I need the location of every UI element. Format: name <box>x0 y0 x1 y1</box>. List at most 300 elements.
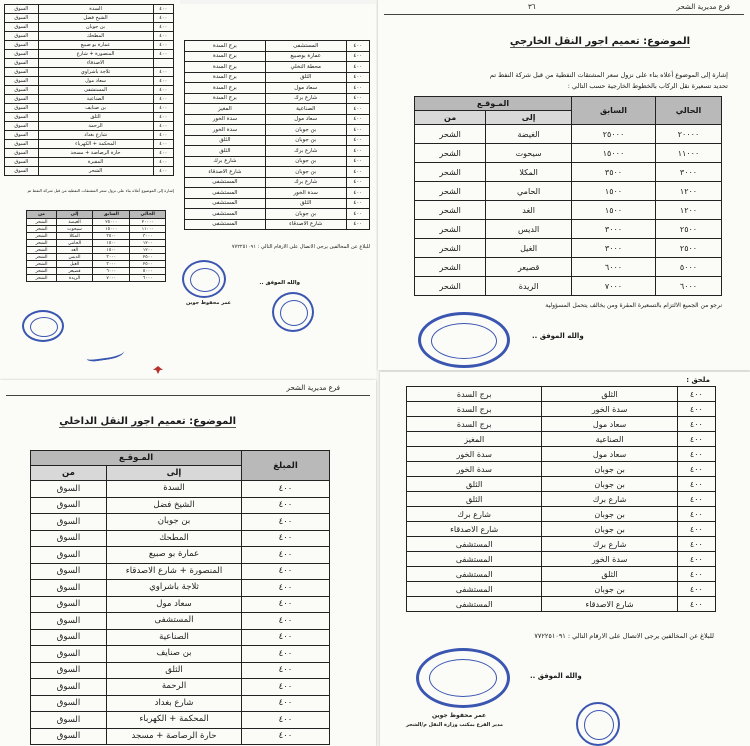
cell-from: السوق <box>5 5 39 14</box>
cell-previous: ٦٠٠٠ <box>572 258 656 277</box>
cell-to: شارع بغداد <box>38 131 153 140</box>
middle-top-closing: والله الموفق .. <box>259 280 300 286</box>
cell-amount: ٤٠٠ <box>242 679 330 696</box>
cell-amount: ٤٠٠ <box>153 131 173 140</box>
cell-amount: ٤٠٠ <box>346 41 369 52</box>
table-row <box>31 629 330 646</box>
subject-title: تعميم اجور النقل الخارجي <box>509 36 640 47</box>
cell-from: المستشفى <box>185 177 266 188</box>
external-header-to: إلى <box>486 111 572 125</box>
cell-amount: ٤٠٠ <box>153 95 173 104</box>
cell-amount: ٤٠٠ <box>153 149 173 158</box>
cell-from: الشحر <box>415 277 486 296</box>
table-row <box>415 239 722 258</box>
cell-amount: ٤٠٠ <box>242 613 330 630</box>
cell-to: الصناعية <box>107 629 242 646</box>
cell-previous: ١٥٠٠٠ <box>93 226 130 233</box>
table-row <box>31 695 330 712</box>
table-row <box>407 597 716 612</box>
cell-previous: ١٥٠٠ <box>572 182 656 201</box>
cell-from: الشحر <box>27 240 57 247</box>
cell-to: الصناعية <box>265 104 346 115</box>
cell-amount: ٤٠٠ <box>677 507 715 522</box>
cell-to: المستشفى <box>265 41 346 52</box>
table-row <box>185 177 370 188</box>
cell-to: الغد <box>57 247 93 254</box>
cell-to: المنصورة + شارع <box>38 50 153 59</box>
cell-from: المستشفى <box>407 582 542 597</box>
cell-to: الحامي <box>57 240 93 247</box>
annex-report-line: للبلاغ عن المخالفين يرجى الاتصال على الارقام التالي : ٧٧٢٢٥١٠٩١ <box>534 632 714 640</box>
cell-to: عمارة بو صبيع <box>107 547 242 564</box>
cell-to: الثلق <box>265 198 346 209</box>
cell-amount: ٤٠٠ <box>153 158 173 167</box>
cell-amount: ٤٠٠ <box>242 563 330 580</box>
table-row <box>407 477 716 492</box>
cell-to: المستشفى <box>38 86 153 95</box>
cell-from: السوق <box>5 59 39 68</box>
cell-amount: ٤٠٠ <box>153 167 173 176</box>
table-row <box>185 146 370 157</box>
table-row <box>185 156 370 167</box>
cell-to: الريدة <box>57 275 93 282</box>
table-row <box>5 32 174 41</box>
table-row <box>31 530 330 547</box>
table-row <box>185 51 370 62</box>
external-header-from: من <box>415 111 486 125</box>
cell-from: السوق <box>31 646 107 663</box>
cell-amount: ٤٠٠ <box>242 695 330 712</box>
cell-amount: ٤٠٠ <box>677 537 715 552</box>
cell-to: عمارة بوصبيع <box>265 51 346 62</box>
cell-amount: ٤٠٠ <box>677 582 715 597</box>
cell-to: شارع برك <box>265 93 346 104</box>
cell-to: شارع برك <box>265 146 346 157</box>
table-row <box>415 144 722 163</box>
cell-to: ثلاجة باشراوي <box>38 68 153 77</box>
cell-previous: ٧٠٠٠ <box>572 277 656 296</box>
table-row <box>415 201 722 220</box>
cell-from: سدة الخور <box>185 125 266 136</box>
cell-to: الرحمة <box>38 122 153 131</box>
table-row <box>407 417 716 432</box>
table-row <box>27 247 166 254</box>
cell-to: الصناعية <box>542 432 677 447</box>
table-row <box>31 662 330 679</box>
table-row <box>5 131 174 140</box>
cell-from: السوق <box>31 629 107 646</box>
cell-from: السوق <box>31 481 107 498</box>
table-row <box>31 596 330 613</box>
table-row <box>407 402 716 417</box>
middle-top-round-seal <box>272 292 314 332</box>
left-top-stamp <box>22 310 64 342</box>
table-row <box>407 432 716 447</box>
cell-current: ٢٠٠٠٠ <box>656 125 722 144</box>
cell-from: السوق <box>5 167 39 176</box>
cell-previous: ٣٠٠٠ <box>93 254 130 261</box>
left-top-mini-table <box>26 210 166 282</box>
table-row <box>31 613 330 630</box>
internal-header-amount: المبلغ <box>242 451 330 481</box>
table-row <box>185 125 370 136</box>
cell-to: المكلا <box>486 163 572 182</box>
cell-from: سدة الخور <box>407 447 542 462</box>
cell-amount: ٤٠٠ <box>677 597 715 612</box>
cell-from: الثلق <box>407 492 542 507</box>
cell-from: شارع الاصدقاء <box>185 167 266 178</box>
cell-to: الثلق <box>542 567 677 582</box>
cell-amount: ٤٠٠ <box>153 86 173 95</box>
cell-amount: ٤٠٠ <box>242 514 330 531</box>
table-row <box>31 481 330 498</box>
cell-to: سدة الخور <box>265 188 346 199</box>
mini-header-current: الحالي <box>130 211 166 219</box>
cell-to: الشيخ فضل <box>38 14 153 23</box>
cell-from: برج السدة <box>185 72 266 83</box>
table-row <box>5 41 174 50</box>
table-row <box>27 268 166 275</box>
middle-top-stamp-name: عمر محفوظ جوين <box>186 300 232 306</box>
cell-to: سعاد مول <box>542 447 677 462</box>
cell-from: الشحر <box>415 201 486 220</box>
cell-amount: ٤٠٠ <box>677 477 715 492</box>
table-row <box>5 86 174 95</box>
cell-current: ٣٠٠٠ <box>656 163 722 182</box>
table-row <box>27 219 166 226</box>
table-row <box>27 254 166 261</box>
cell-from: المستشفى <box>185 219 266 230</box>
cell-from: السوق <box>5 95 39 104</box>
cell-amount: ٤٠٠ <box>242 662 330 679</box>
cell-from: المستشفى <box>407 567 542 582</box>
table-row <box>31 580 330 597</box>
cell-from: الشحر <box>27 219 57 226</box>
cell-from: السوق <box>5 32 39 41</box>
annex-stamp-name: عمر محفوظ جوين <box>432 712 487 719</box>
right-top-closing: والله الموفق .. <box>532 332 584 340</box>
cell-amount: ٤٠٠ <box>677 552 715 567</box>
cell-to: المحكمة + الكهرباء <box>38 140 153 149</box>
table-row <box>5 149 174 158</box>
cell-to: حارة الرصاصة + مسجد <box>107 728 242 745</box>
table-row <box>31 547 330 564</box>
cell-from: السوق <box>31 712 107 729</box>
cell-amount: ٤٠٠ <box>242 530 330 547</box>
subject-label: الموضوع: <box>189 416 236 427</box>
cell-from: الثلق <box>185 146 266 157</box>
table-row <box>5 5 174 14</box>
cell-amount: ٤٠٠ <box>346 93 369 104</box>
left-top-emblem <box>152 360 164 370</box>
cell-from: الشحر <box>415 220 486 239</box>
cell-to: سدة الخور <box>542 552 677 567</box>
cell-amount: ٤٠٠ <box>242 481 330 498</box>
table-row <box>5 113 174 122</box>
cell-amount: ٤٠٠ <box>242 629 330 646</box>
cell-amount: ٤٠٠ <box>677 447 715 462</box>
cell-from: المغيز <box>407 432 542 447</box>
cell-previous: ٦٠٠٠ <box>93 268 130 275</box>
cell-to: بن جوبان <box>542 507 677 522</box>
cell-from: برج السدة <box>407 387 542 402</box>
cell-to: بن جوبان <box>542 477 677 492</box>
cell-from: السوق <box>5 113 39 122</box>
cell-current: ١٢٠٠ <box>656 182 722 201</box>
cell-to: الغد <box>486 201 572 220</box>
cell-from: سدة الخور <box>185 114 266 125</box>
cell-from: برج السدة <box>185 41 266 52</box>
cell-from: السوق <box>31 695 107 712</box>
cell-current: ١٢٠٠ <box>130 247 166 254</box>
right-top-stamp <box>418 312 510 368</box>
cell-to: عمارة بو صبيع <box>38 41 153 50</box>
internal-header-from: من <box>31 466 107 481</box>
cell-to: بن صنايف <box>107 646 242 663</box>
cell-to: سعاد مول <box>265 114 346 125</box>
right-top-intro: إشارة إلى الموضوع أعلاه بناء على نزول سعر المشتقات النفطية من قبل شركة النفط تم تحديد تسعيرة نقل الركاب بالخطوط الخارجية حسب التالي : <box>489 71 728 90</box>
cell-from: برج السدة <box>185 51 266 62</box>
cell-from: السوق <box>31 596 107 613</box>
table-row <box>27 226 166 233</box>
cell-from: الثلق <box>407 477 542 492</box>
cell-from: السوق <box>31 728 107 745</box>
cell-to: الثلق <box>542 387 677 402</box>
cell-amount: ٤٠٠ <box>153 113 173 122</box>
cell-previous: ٣٠٠٠ <box>93 261 130 268</box>
cell-to: المكلا <box>57 233 93 240</box>
cell-amount: ٤٠٠ <box>677 417 715 432</box>
cell-to: الحامي <box>486 182 572 201</box>
left-bottom-subject <box>59 416 236 428</box>
cell-amount: ٤٠٠ <box>677 567 715 582</box>
table-row <box>407 522 716 537</box>
cell-amount: ٤٠٠ <box>242 728 330 745</box>
cell-current: ٢٥٠٠ <box>130 261 166 268</box>
table-row <box>185 219 370 230</box>
table-row <box>407 567 716 582</box>
cell-to: الثلق <box>38 113 153 122</box>
cell-amount: ٤٠٠ <box>346 125 369 136</box>
table-row <box>185 209 370 220</box>
cell-amount: ٤٠٠ <box>677 402 715 417</box>
table-row <box>407 447 716 462</box>
right-top-org-header: فرع مديرية الشحر <box>676 3 730 11</box>
cell-amount: ٤٠٠ <box>153 77 173 86</box>
table-row <box>27 240 166 247</box>
table-row <box>5 167 174 176</box>
table-row <box>185 198 370 209</box>
cell-to: سعاد مول <box>38 77 153 86</box>
cell-to: بن جوبان <box>265 156 346 167</box>
cell-from: الشحر <box>27 254 57 261</box>
table-row <box>5 77 174 86</box>
right-bottom-sheet <box>380 372 750 746</box>
cell-from: المستشفى <box>185 188 266 199</box>
right-top-sheet <box>378 0 750 370</box>
cell-from: شارع الاصدقاء <box>407 522 542 537</box>
table-row <box>31 646 330 663</box>
external-fares-table <box>414 96 722 296</box>
cell-amount <box>153 59 173 68</box>
cell-from: السوق <box>5 86 39 95</box>
left-top-mini-note: إشارة إلى الموضوع أعلاه بناء على نزول سعر المشتقات النفطية من قبل شركة النفط تم <box>27 188 174 193</box>
left-top-sheet <box>0 0 180 392</box>
cell-previous: ١٥٠٠ <box>93 247 130 254</box>
annex-round-seal <box>576 702 620 746</box>
middle-top-stamp <box>182 260 226 298</box>
table-row <box>31 563 330 580</box>
cell-to: بن جوبان <box>265 167 346 178</box>
internal-fares-table <box>30 450 330 745</box>
cell-to: شارع برك <box>542 537 677 552</box>
cell-to: سعاد مول <box>107 596 242 613</box>
table-row <box>407 537 716 552</box>
cell-to: الرحمة <box>107 679 242 696</box>
table-row <box>5 122 174 131</box>
cell-amount: ٤٠٠ <box>677 387 715 402</box>
cell-amount: ٤٠٠ <box>346 209 369 220</box>
cell-current: ٦٠٠٠ <box>130 275 166 282</box>
table-row <box>5 50 174 59</box>
cell-previous: ٢٥٠٠٠ <box>572 125 656 144</box>
cell-amount: ٤٠٠ <box>677 492 715 507</box>
cell-to: الصناعية <box>38 95 153 104</box>
cell-current: ٢٥٠٠ <box>130 254 166 261</box>
cell-to: حارة الرصاصة + مسجد <box>38 149 153 158</box>
cell-to: سيحوت <box>486 144 572 163</box>
cell-to: محطة النخلي <box>265 62 346 73</box>
cell-to: بن جوبان <box>542 462 677 477</box>
cell-from: المغيز <box>185 104 266 115</box>
cell-previous: ١٥٠٠ <box>93 240 130 247</box>
cell-amount: ٤٠٠ <box>346 198 369 209</box>
external-header-previous: السابق <box>572 97 656 125</box>
cell-from: المستشفى <box>185 198 266 209</box>
table-row <box>5 95 174 104</box>
table-row <box>415 277 722 296</box>
table-row <box>407 462 716 477</box>
cell-previous: ٣٥٠٠ <box>93 233 130 240</box>
cell-amount: ٤٠٠ <box>677 462 715 477</box>
cell-to: السدة <box>38 5 153 14</box>
cell-from: الشحر <box>27 226 57 233</box>
cell-amount: ٤٠٠ <box>346 177 369 188</box>
cell-to: الثلق <box>107 662 242 679</box>
table-row <box>185 72 370 83</box>
annex-stamp-title: مدير الفرع بمكتب وزارة النقل م/الشحر <box>406 722 503 728</box>
external-header-route: المـوقـع <box>415 97 572 111</box>
table-row <box>31 712 330 729</box>
table-row <box>31 679 330 696</box>
cell-to: الاصدقاء <box>38 59 153 68</box>
cell-from: السوق <box>5 149 39 158</box>
cell-from: المستشفى <box>185 209 266 220</box>
cell-to: الغيل <box>57 261 93 268</box>
cell-from: شارع برك <box>407 507 542 522</box>
table-row <box>27 233 166 240</box>
cell-amount: ٤٠٠ <box>677 522 715 537</box>
cell-current: ٢٠٠٠٠ <box>130 219 166 226</box>
cell-from: السوق <box>5 50 39 59</box>
cell-from: الشحر <box>27 247 57 254</box>
annex-stamp <box>416 648 510 708</box>
cell-to: الشحر <box>38 167 153 176</box>
cell-from: السوق <box>5 140 39 149</box>
cell-to: الريدة <box>486 277 572 296</box>
cell-amount: ٤٠٠ <box>346 219 369 230</box>
cell-to: المحكمة + الكهرباء <box>107 712 242 729</box>
cell-from: الثلق <box>185 135 266 146</box>
cell-from: برج السدة <box>185 62 266 73</box>
cell-current: ٥٠٠٠ <box>656 258 722 277</box>
internal-header-route: المـوقـع <box>31 451 242 466</box>
cell-from: السوق <box>31 580 107 597</box>
table-row <box>5 14 174 23</box>
cell-amount: ٤٠٠ <box>153 68 173 77</box>
external-header-current: الحالي <box>656 97 722 125</box>
left-bottom-sheet <box>0 380 376 746</box>
table-row <box>185 41 370 52</box>
cell-amount: ٤٠٠ <box>153 41 173 50</box>
cell-current: ٦٠٠٠ <box>656 277 722 296</box>
cell-amount: ٤٠٠ <box>242 580 330 597</box>
cell-current: ١٢٠٠ <box>130 240 166 247</box>
cell-to: المقبرة <box>38 158 153 167</box>
cell-amount: ٤٠٠ <box>346 83 369 94</box>
table-row <box>5 59 174 68</box>
table-row <box>185 135 370 146</box>
cell-from: برج السدة <box>185 93 266 104</box>
cell-amount: ٤٠٠ <box>346 135 369 146</box>
cell-amount: ٤٠٠ <box>242 547 330 564</box>
cell-to: شارع برك <box>542 492 677 507</box>
cell-from: برج السدة <box>407 402 542 417</box>
cell-from: المستشفى <box>407 537 542 552</box>
cell-amount: ٤٠٠ <box>153 50 173 59</box>
cell-amount: ٤٠٠ <box>153 5 173 14</box>
cell-previous: ٧٠٠٠ <box>93 275 130 282</box>
table-row <box>415 258 722 277</box>
cell-from: الشحر <box>27 268 57 275</box>
cell-from: الشحر <box>27 275 57 282</box>
cell-from: الشحر <box>27 261 57 268</box>
left-top-list-a <box>4 4 174 176</box>
cell-amount: ٤٠٠ <box>677 432 715 447</box>
cell-previous: ٣٠٠٠ <box>572 239 656 258</box>
cell-from: الشحر <box>415 144 486 163</box>
cell-to: بن جوبان <box>542 522 677 537</box>
cell-from: السوق <box>5 23 39 32</box>
cell-current: ١٢٠٠ <box>656 201 722 220</box>
eagle-emblem-icon <box>152 365 164 375</box>
cell-to: السدة <box>107 481 242 498</box>
cell-from: سدة الخور <box>407 462 542 477</box>
cell-from: السوق <box>5 68 39 77</box>
table-row <box>185 62 370 73</box>
mini-header-to: إلى <box>57 211 93 219</box>
table-row <box>407 492 716 507</box>
cell-from: الشحر <box>415 258 486 277</box>
cell-from: الشحر <box>27 233 57 240</box>
cell-to: ثلاجة باشراوي <box>107 580 242 597</box>
right-top-page-no: ٣٦ <box>528 3 536 11</box>
cell-amount: ٤٠٠ <box>153 104 173 113</box>
cell-from: الشحر <box>415 239 486 258</box>
subject-title: تعميم اجور النقل الداخلي <box>59 416 186 427</box>
cell-from: السوق <box>31 530 107 547</box>
internal-header-to: إلى <box>107 466 242 481</box>
